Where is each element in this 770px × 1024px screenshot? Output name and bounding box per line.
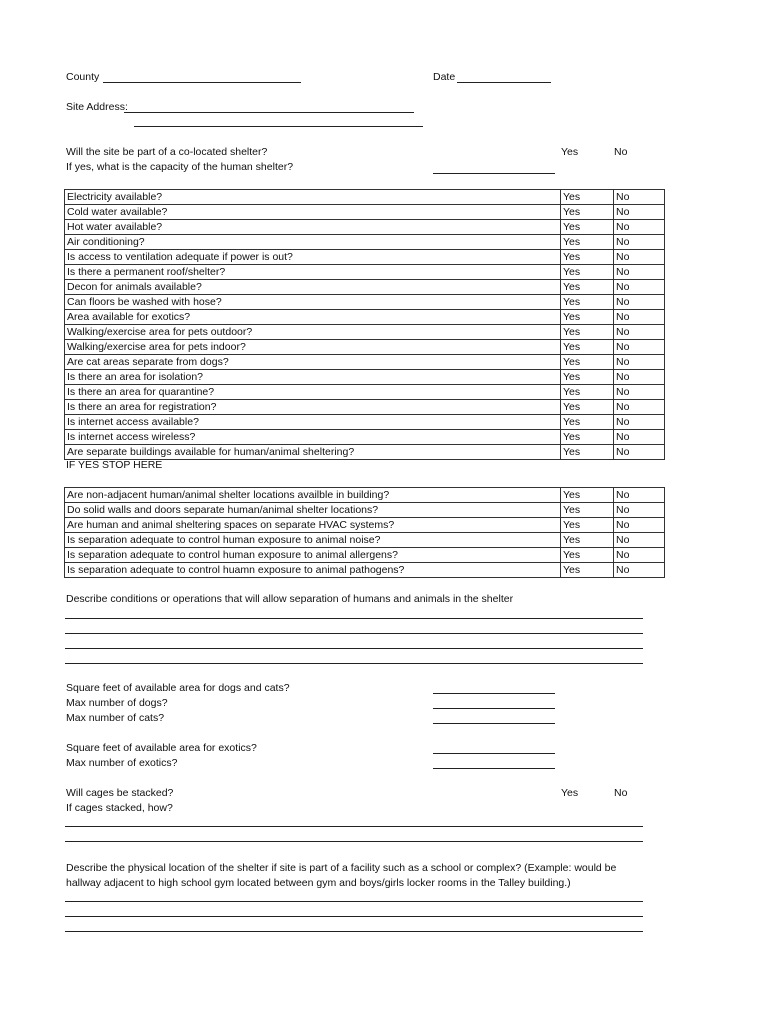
max-exotics-field[interactable] (433, 768, 555, 769)
max-cats-label: Max number of cats? (66, 712, 165, 724)
question-cell: Is there an area for registration? (65, 400, 561, 415)
no-option[interactable]: No (614, 235, 665, 250)
max-dogs-label: Max number of dogs? (66, 697, 168, 709)
no-option[interactable]: No (614, 220, 665, 235)
yes-option[interactable]: Yes (561, 385, 614, 400)
table-row (65, 415, 665, 430)
exotics-sqft-field[interactable] (433, 753, 555, 754)
question-cell: Are cat areas separate from dogs? (65, 355, 561, 370)
question-cell: Are non-adjacent human/animal shelter locations availble in building? (65, 488, 561, 503)
table-row (65, 325, 665, 340)
separation-checklist-table (64, 487, 665, 578)
county-field[interactable] (103, 82, 301, 83)
cages-how-label: If cages stacked, how? (66, 802, 173, 814)
cages-yes[interactable]: Yes (561, 787, 579, 799)
exotics-sqft-label: Square feet of available area for exotics? (66, 742, 257, 754)
no-option[interactable]: No (614, 205, 665, 220)
question-cell: Is there a permanent roof/shelter? (65, 265, 561, 280)
site-address-field-line1[interactable] (124, 112, 414, 113)
no-option[interactable]: No (614, 385, 665, 400)
no-option[interactable]: No (614, 415, 665, 430)
no-option[interactable]: No (614, 370, 665, 385)
yes-option[interactable]: Yes (561, 430, 614, 445)
yes-option[interactable]: Yes (561, 190, 614, 205)
table-row (65, 430, 665, 445)
question-cell: Is there an area for quarantine? (65, 385, 561, 400)
question-cell: Decon for animals available? (65, 280, 561, 295)
table-row (65, 548, 665, 563)
question-cell: Area available for exotics? (65, 310, 561, 325)
dogs-cats-sqft-field[interactable] (433, 693, 555, 694)
dogs-cats-sqft-label: Square feet of available area for dogs and cats? (66, 682, 290, 694)
site-address-field-line2[interactable] (134, 126, 423, 127)
question-cell: Are human and animal sheltering spaces on separate HVAC systems? (65, 518, 561, 533)
yes-option[interactable]: Yes (561, 355, 614, 370)
no-option[interactable]: No (614, 340, 665, 355)
physical-location-line-1[interactable] (65, 901, 643, 902)
question-cell: Is separation adequate to control human exposure to animal noise? (65, 533, 561, 548)
no-option[interactable]: No (614, 445, 665, 460)
table-row (65, 250, 665, 265)
cages-question: Will cages be stacked? (66, 787, 174, 799)
yes-option[interactable]: Yes (561, 548, 614, 563)
no-option[interactable]: No (614, 488, 665, 503)
yes-option[interactable]: Yes (561, 235, 614, 250)
yes-option[interactable]: Yes (561, 280, 614, 295)
no-option[interactable]: No (614, 503, 665, 518)
date-field[interactable] (457, 82, 551, 83)
no-option[interactable]: No (614, 190, 665, 205)
site-address-label: Site Address: (66, 101, 128, 113)
capacity-field[interactable] (433, 173, 555, 174)
separation-line-2[interactable] (65, 633, 643, 634)
question-cell: Is there an area for isolation? (65, 370, 561, 385)
max-exotics-label: Max number of exotics? (66, 757, 178, 769)
yes-option[interactable]: Yes (561, 533, 614, 548)
no-option[interactable]: No (614, 355, 665, 370)
yes-option[interactable]: Yes (561, 295, 614, 310)
question-cell: Is internet access available? (65, 415, 561, 430)
no-option[interactable]: No (614, 563, 665, 578)
facility-checklist-table (64, 189, 665, 460)
stop-note: IF YES STOP HERE (66, 459, 163, 471)
yes-option[interactable]: Yes (561, 400, 614, 415)
question-cell: Hot water available? (65, 220, 561, 235)
yes-option[interactable]: Yes (561, 325, 614, 340)
table-row (65, 265, 665, 280)
question-cell: Walking/exercise area for pets outdoor? (65, 325, 561, 340)
yes-option[interactable]: Yes (561, 310, 614, 325)
table-row (65, 190, 665, 205)
question-cell: Is access to ventilation adequate if power is out? (65, 250, 561, 265)
table-row (65, 400, 665, 415)
table-row (65, 280, 665, 295)
yes-option[interactable]: Yes (561, 370, 614, 385)
table-row (65, 235, 665, 250)
yes-option[interactable]: Yes (561, 250, 614, 265)
table-row (65, 563, 665, 578)
separation-line-3[interactable] (65, 648, 643, 649)
table-row (65, 385, 665, 400)
yes-option[interactable]: Yes (561, 205, 614, 220)
table-row (65, 370, 665, 385)
max-dogs-field[interactable] (433, 708, 555, 709)
yes-option[interactable]: Yes (561, 488, 614, 503)
yes-option[interactable]: Yes (561, 445, 614, 460)
cages-how-line-2[interactable] (65, 841, 643, 842)
no-option[interactable]: No (614, 295, 665, 310)
yes-option[interactable]: Yes (561, 340, 614, 355)
yes-option[interactable]: Yes (561, 518, 614, 533)
colocated-no[interactable]: No (614, 146, 628, 158)
cages-no[interactable]: No (614, 787, 628, 799)
no-option[interactable]: No (614, 533, 665, 548)
no-option[interactable]: No (614, 280, 665, 295)
county-label: County (66, 71, 100, 83)
table-row (65, 340, 665, 355)
cages-how-line-1[interactable] (65, 826, 643, 827)
no-option[interactable]: No (614, 310, 665, 325)
question-cell: Do solid walls and doors separate human/animal shelter locations? (65, 503, 561, 518)
no-option[interactable]: No (614, 250, 665, 265)
date-label: Date (433, 71, 456, 83)
yes-option[interactable]: Yes (561, 563, 614, 578)
describe-separation-label: Describe conditions or operations that will allow separation of humans and animals in the shelter (66, 593, 514, 605)
table-row (65, 533, 665, 548)
colocated-yes[interactable]: Yes (561, 146, 579, 158)
question-cell: Cold water available? (65, 205, 561, 220)
question-cell: Can floors be washed with hose? (65, 295, 561, 310)
colocated-question: Will the site be part of a co-located shelter? (66, 146, 268, 158)
yes-option[interactable]: Yes (561, 265, 614, 280)
table-row (65, 220, 665, 235)
physical-location-line-2[interactable] (65, 916, 643, 917)
no-option[interactable]: No (614, 265, 665, 280)
no-option[interactable]: No (614, 400, 665, 415)
yes-option[interactable]: Yes (561, 503, 614, 518)
table-row (65, 518, 665, 533)
table-row (65, 310, 665, 325)
physical-location-line-3[interactable] (65, 931, 643, 932)
question-cell: Is separation adequate to control human exposure to animal allergens? (65, 548, 561, 563)
yes-option[interactable]: Yes (561, 220, 614, 235)
max-cats-field[interactable] (433, 723, 555, 724)
table-row (65, 445, 665, 460)
question-cell: Is internet access wireless? (65, 430, 561, 445)
capacity-question: If yes, what is the capacity of the human shelter? (66, 161, 294, 173)
question-cell: Air conditioning? (65, 235, 561, 250)
question-cell: Are separate buildings available for human/animal sheltering? (65, 445, 561, 460)
separation-line-4[interactable] (65, 663, 643, 664)
no-option[interactable]: No (614, 430, 665, 445)
table-row (65, 503, 665, 518)
question-cell: Is separation adequate to control huamn exposure to animal pathogens? (65, 563, 561, 578)
table-row (65, 355, 665, 370)
no-option[interactable]: No (614, 325, 665, 340)
question-cell: Walking/exercise area for pets indoor? (65, 340, 561, 355)
physical-location-line2: hallway adjacent to high school gym located between gym and boys/girls locker rooms in the Talley building.) (66, 877, 571, 889)
no-option[interactable]: No (614, 548, 665, 563)
separation-line-1[interactable] (65, 618, 643, 619)
no-option[interactable]: No (614, 518, 665, 533)
table-row (65, 295, 665, 310)
table-row (65, 205, 665, 220)
table-row (65, 488, 665, 503)
question-cell: Electricity available? (65, 190, 561, 205)
yes-option[interactable]: Yes (561, 415, 614, 430)
physical-location-line1: Describe the physical location of the shelter if site is part of a facility such as a school or complex? (Example: would be (66, 862, 617, 874)
